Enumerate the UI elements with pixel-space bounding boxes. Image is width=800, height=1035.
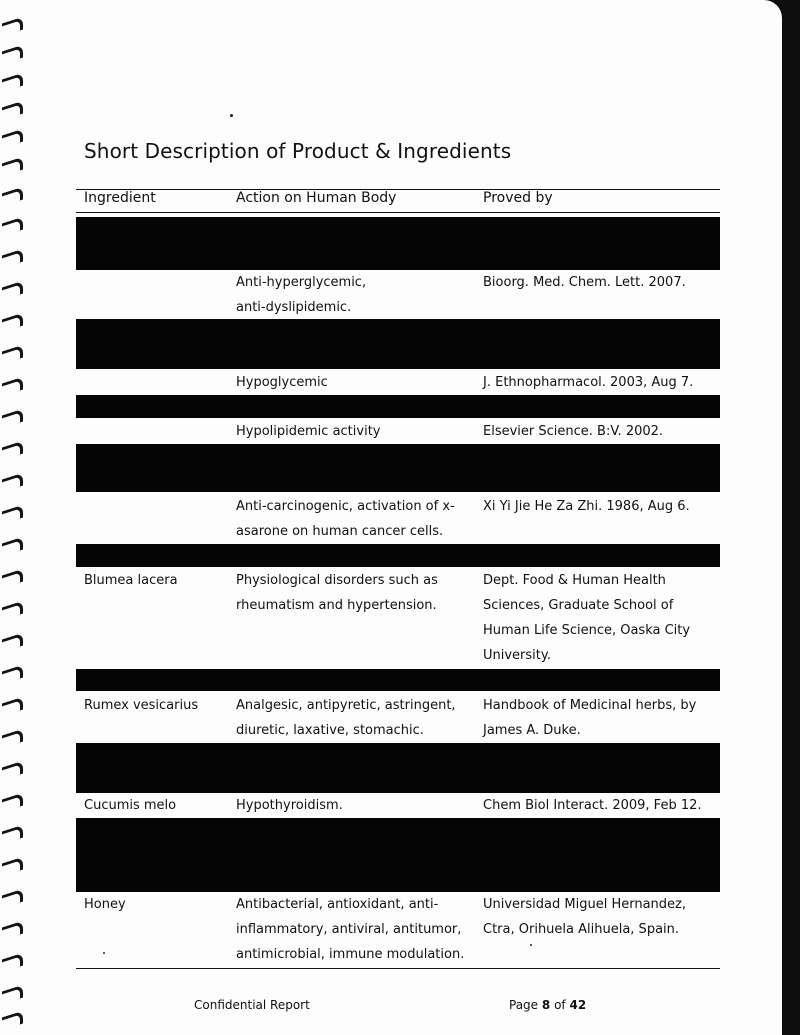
- cell-proved-by: J. Ethnopharmacol. 2003, Aug 7.: [483, 375, 694, 390]
- binding-ring: [2, 505, 23, 525]
- cell-action: Anti-carcinogenic, activation of x- asarone on human cancer cells.: [236, 499, 455, 539]
- binding-ring: [2, 473, 23, 493]
- speck: [230, 114, 233, 117]
- cell-ingredient: Honey: [84, 897, 126, 912]
- binding-ring: [2, 569, 23, 589]
- redacted-row: [76, 669, 720, 691]
- redacted-row: [76, 743, 720, 793]
- binding-ring: [2, 409, 23, 429]
- cell-proved-by: Dept. Food & Human Health Sciences, Graduate School of Human Life Science, Oaska City University.: [483, 573, 691, 663]
- table-row: [76, 689, 720, 739]
- cell-proved-by: Universidad Miguel Hernandez, Ctra, Orihuela Alihuela, Spain.: [483, 897, 686, 937]
- binding-ring: [2, 889, 23, 909]
- redacted-row: [76, 818, 720, 892]
- header-proved-by: Proved by: [483, 190, 553, 206]
- binding-ring: [2, 441, 23, 461]
- binding-ring: [2, 73, 23, 93]
- binding-ring: [2, 281, 23, 301]
- cell-action: Hypolipidemic activity: [236, 424, 381, 439]
- binding-ring: [2, 129, 23, 149]
- binding-ring: [2, 921, 23, 941]
- table-row: [76, 490, 720, 540]
- cell-action: Antibacterial, antioxidant, anti- inflammatory, antiviral, antitumor, antimicrobial, immune modulation.: [236, 897, 465, 962]
- binding-ring: [2, 45, 23, 65]
- binding-ring: [2, 377, 23, 397]
- binding-ring: [2, 697, 23, 717]
- table-row: [76, 564, 720, 664]
- cell-ingredient: Blumea lacera: [84, 573, 178, 588]
- cell-action: Hypoglycemic: [236, 375, 328, 390]
- redacted-row: [76, 319, 720, 369]
- header-action: Action on Human Body: [236, 190, 397, 206]
- cell-ingredient: Rumex vesicarius: [84, 698, 199, 713]
- binding-ring: [2, 1011, 23, 1031]
- redacted-row: [76, 444, 720, 492]
- footer-page-number: Page 8 of 42: [509, 998, 587, 1012]
- binding-ring: [2, 157, 23, 177]
- cell-action: Analgesic, antipyretic, astringent, diuretic, laxative, stomachic.: [236, 698, 456, 738]
- speck: [103, 952, 105, 954]
- cell-action: Anti-hyperglycemic, anti-dyslipidemic.: [236, 275, 367, 315]
- cell-proved-by: Bioorg. Med. Chem. Lett. 2007.: [483, 275, 686, 290]
- page-title: Short Description of Product & Ingredients: [84, 139, 512, 163]
- binding-ring: [2, 985, 23, 1005]
- binding-ring: [2, 101, 23, 121]
- binding-ring: [2, 857, 23, 877]
- table-top-rule: [76, 189, 720, 190]
- cell-action: Hypothyroidism.: [236, 798, 343, 813]
- table-bottom-rule: [76, 968, 720, 969]
- binding-ring: [2, 17, 23, 37]
- cell-proved-by: Xi Yi Jie He Za Zhi. 1986, Aug 6.: [483, 499, 690, 514]
- binding-ring: [2, 793, 23, 813]
- table-row: [76, 366, 720, 392]
- binding-ring: [2, 345, 23, 365]
- redacted-row: [76, 217, 720, 270]
- cell-proved-by: Elsevier Science. B:V. 2002.: [483, 424, 664, 439]
- footer-confidential: Confidential Report: [194, 998, 310, 1012]
- binding-ring: [2, 761, 23, 781]
- table-row: [76, 266, 720, 316]
- table-row: [76, 789, 720, 815]
- speck: [530, 944, 532, 946]
- table-row: [76, 415, 720, 441]
- cell-ingredient: Cucumis melo: [84, 798, 177, 813]
- header-ingredient: Ingredient: [84, 190, 156, 206]
- binding-ring: [2, 633, 23, 653]
- table-header-rule: [76, 212, 720, 213]
- binding-ring: [2, 601, 23, 621]
- cell-proved-by: Handbook of Medicinal herbs, by James A. Duke.: [483, 698, 697, 738]
- cell-action: Physiological disorders such as rheumatism and hypertension.: [236, 573, 438, 613]
- binding-ring: [2, 953, 23, 973]
- spiral-binding: [0, 0, 22, 1035]
- binding-ring: [2, 217, 23, 237]
- binding-ring: [2, 729, 23, 749]
- binding-ring: [2, 313, 23, 333]
- binding-ring: [2, 665, 23, 685]
- binding-ring: [2, 249, 23, 269]
- binding-ring: [2, 825, 23, 845]
- cell-proved-by: Chem Biol Interact. 2009, Feb 12.: [483, 798, 702, 813]
- table-row: [76, 888, 720, 964]
- binding-ring: [2, 187, 23, 207]
- binding-ring: [2, 537, 23, 557]
